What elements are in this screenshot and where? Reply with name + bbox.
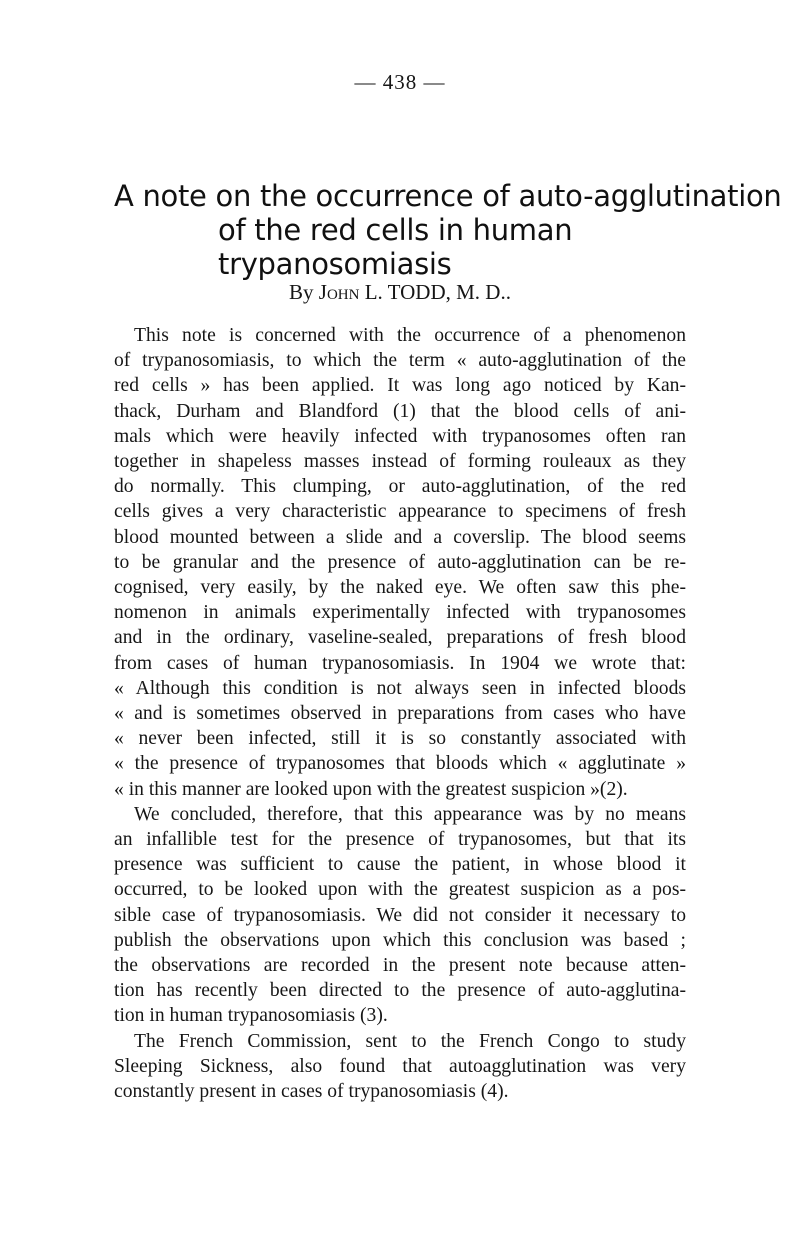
text-line: occurred, to be looked upon with the greatest suspicion as a pos- (114, 879, 686, 901)
quote-line: « the presence of trypanosomes that bloods which « agglutinate » (114, 753, 686, 775)
text-line: mals which were heavily infected with trypanosomes often ran (114, 425, 686, 447)
text-line: red cells » has been applied. It was long ago noticed by Kan- (114, 375, 686, 397)
text-line: cognised, very easily, by the naked eye. We often saw this phe- (114, 577, 686, 599)
quote-line: « never been infected, still it is so constantly associated with (114, 728, 686, 750)
article-title-line-1: A note on the occurrence of auto-agglutination (114, 179, 782, 213)
text-line: to be granular and the presence of auto-agglutination can be re- (114, 551, 686, 573)
text-line: constantly present in cases of trypanosomiasis (4). (114, 1081, 509, 1103)
text-line: thack, Durham and Blandford (1) that the blood cells of ani- (114, 400, 686, 422)
byline-prefix: By (289, 280, 319, 304)
text-line: from cases of human trypanosomiasis. In 1904 we wrote that: (114, 652, 686, 674)
text-line: tion has recently been directed to the presence of auto-agglutina- (114, 980, 686, 1002)
text-line: This note is concerned with the occurrence of a phenomenon (134, 325, 686, 346)
text-line: do normally. This clumping, or auto-agglutination, of the red (114, 476, 686, 498)
text-line: cells gives a very characteristic appearance to specimens of fresh (114, 501, 686, 523)
text-line: The French Commission, sent to the French Congo to study (134, 1030, 686, 1052)
text-line: blood mounted between a slide and a coverslip. The blood seems (114, 526, 686, 548)
text-line: of trypanosomiasis, to which the term « auto-agglutination of the (114, 350, 686, 372)
text-line: sible case of trypanosomiasis. We did not consider it necessary to (114, 904, 686, 926)
text-line: and in the ordinary, vaseline-sealed, preparations of fresh blood (114, 627, 686, 649)
text-line: together in shapeless masses instead of forming rouleaux as they (114, 451, 686, 473)
page-number: — 438 — (354, 70, 446, 94)
quote-line: « in this manner are looked upon with the greatest suspicion »(2). (114, 778, 628, 800)
article-title-line-2: of the red cells in human trypanosomiasis (218, 213, 573, 281)
quote-line: « Although this condition is not always seen in infected bloods (114, 677, 686, 699)
author-first-name: John (318, 280, 360, 304)
text-line: nomenon in animals experimentally infected with trypanosomes (114, 602, 686, 624)
text-line: presence was sufficient to cause the patient, in whose blood it (114, 854, 686, 876)
author-byline (0, 280, 800, 305)
text-line: an infallible test for the presence of trypanosomes, but that its (114, 829, 686, 851)
text-line: the observations are recorded in the present note because atten- (114, 955, 686, 977)
text-line: We concluded, therefore, that this appearance was by no means (134, 803, 686, 825)
text-line: tion in human trypanosomiasis (3). (114, 1005, 388, 1027)
author-name-rest: L. TODD, M. D.. (359, 280, 511, 304)
quote-line: « and is sometimes observed in preparations from cases who have (114, 703, 686, 725)
text-line: Sleeping Sickness, also found that autoagglutination was very (114, 1055, 686, 1077)
text-line: publish the observations upon which this conclusion was based ; (114, 929, 686, 951)
article-body (114, 323, 686, 1104)
